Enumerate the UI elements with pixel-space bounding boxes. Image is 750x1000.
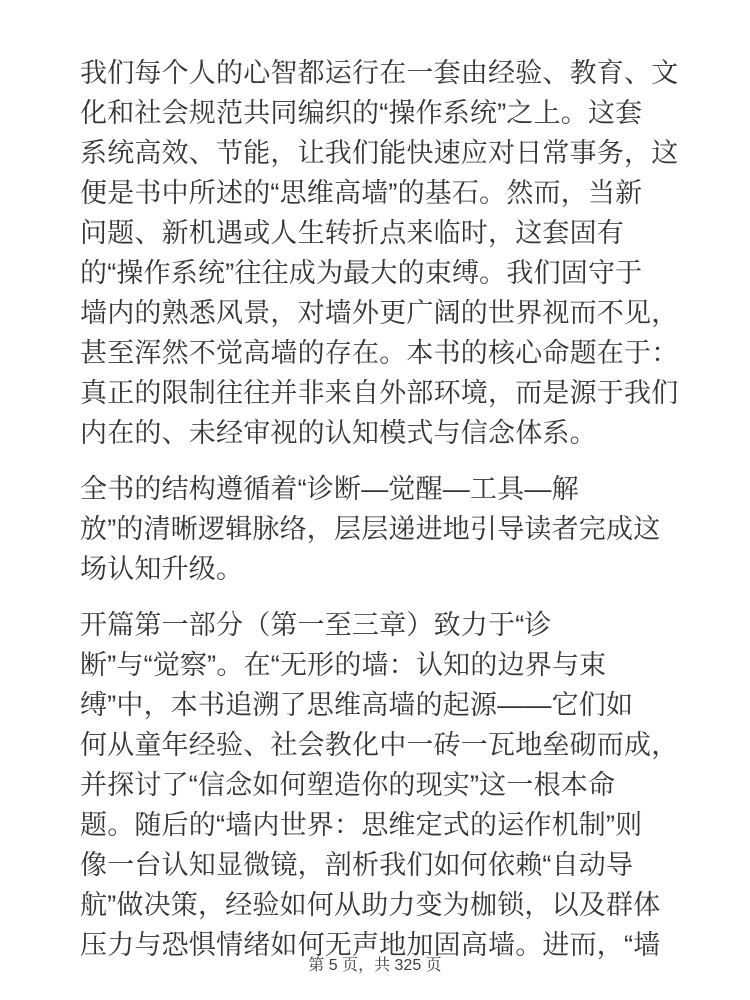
text-line: 场认知升级。	[80, 554, 244, 584]
text-line: 航”做决策，经验如何从助力变为枷锁，以及群体	[80, 890, 661, 920]
text-line: 化和社会规范共同编织的“操作系统”之上。这套	[80, 98, 643, 128]
text-line: 真正的限制往往并非来自外部环境，而是源于我们	[80, 378, 679, 408]
text-line: 便是书中所述的“思维高墙”的基石。然而，当新	[80, 178, 643, 208]
paragraph	[80, 469, 676, 589]
text-line: 系统高效、节能，让我们能快速应对日常事务，这	[80, 138, 679, 168]
text-line: 何从童年经验、社会教化中一砖一瓦地垒砌而成，	[80, 730, 679, 760]
text-line: 问题、新机遇或人生转折点来临时，这套固有	[80, 218, 624, 248]
document-body	[80, 53, 679, 981]
text-line: 压力与恐惧情绪如何无声地加固高墙。进而，“墙	[80, 930, 661, 960]
text-line: 的“操作系统”往往成为最大的束缚。我们固守于	[80, 258, 643, 288]
text-line: 我们每个人的心智都运行在一套由经验、教育、文	[80, 58, 679, 88]
text-line: 开篇第一部分（第一至三章）致力于“诊	[80, 610, 552, 640]
text-line: 断”与“觉察”。在“无形的墙：认知的边界与束	[80, 650, 607, 680]
text-line: 并探讨了“信念如何塑造你的现实”这一根本命	[80, 770, 616, 800]
page-number-footer: 第 5 页，共 325 页	[308, 957, 442, 974]
text-line: 墙内的熟悉风景，对墙外更广阔的世界视而不见，	[80, 298, 679, 328]
text-line: 内在的、未经审视的认知模式与信念体系。	[80, 418, 597, 448]
text-line: 甚至浑然不觉高墙的存在。本书的核心命题在于：	[80, 338, 679, 368]
text-line: 题。随后的“墙内世界：思维定式的运作机制”则	[80, 810, 643, 840]
text-line: 像一台认知显微镜，剖析我们如何依赖“自动导	[80, 850, 634, 880]
paragraph	[80, 53, 679, 453]
text-line: 全书的结构遵循着“诊断—觉醒—工具—解	[80, 474, 579, 504]
text-line: 放”的清晰逻辑脉络，层层递进地引导读者完成这	[80, 514, 661, 544]
text-line: 缚”中，本书追溯了思维高墙的起源——它们如	[80, 690, 634, 720]
paragraph	[80, 605, 679, 965]
